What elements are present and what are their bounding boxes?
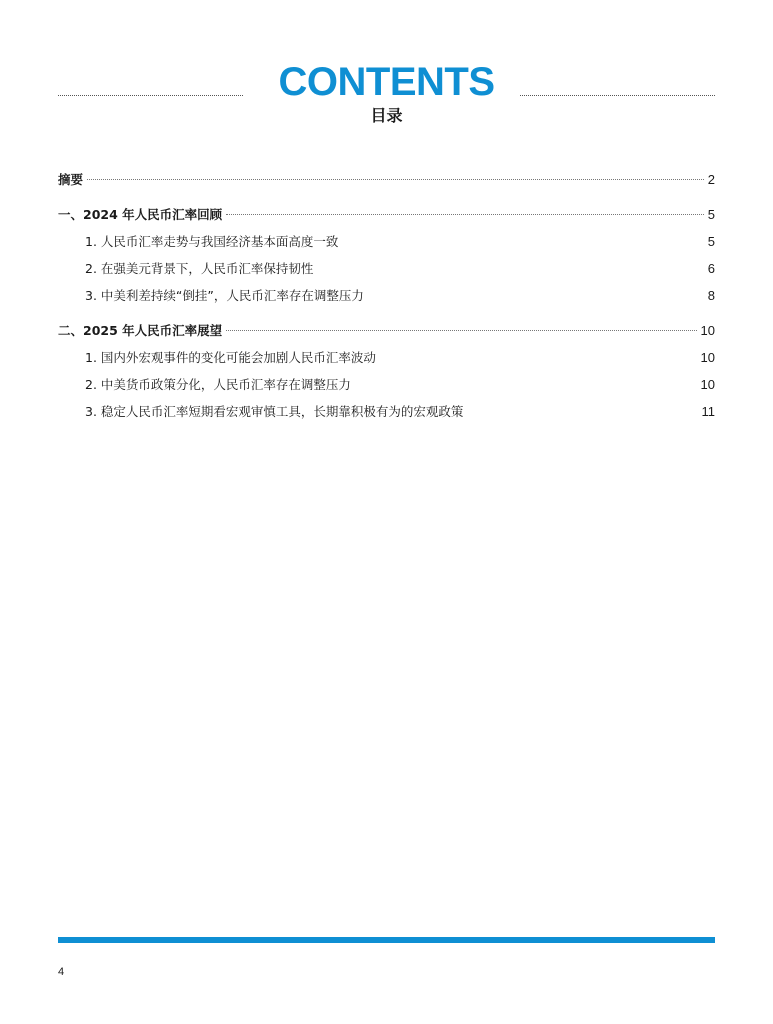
toc-entry-section-2-1[interactable]: [58, 348, 715, 375]
toc-entry-page: 10: [700, 350, 715, 365]
table-of-contents: [58, 170, 715, 429]
footer-accent-bar: [58, 937, 715, 943]
contents-header: [58, 60, 715, 135]
header-dotted-rule-right: [520, 95, 715, 96]
toc-dot-leader: [87, 179, 704, 180]
toc-dot-leader: [226, 330, 696, 331]
toc-entry-label: 3. 稳定人民币汇率短期看宏观审慎工具，长期靠积极有为的宏观政策: [85, 404, 464, 419]
toc-entry-label: 2. 中美货币政策分化，人民币汇率存在调整压力: [85, 377, 351, 392]
toc-entry-label: 1. 国内外宏观事件的变化可能会加剧人民币汇率波动: [85, 350, 376, 365]
toc-entry-section-2-2[interactable]: [58, 375, 715, 402]
toc-entry-label: 2. 在强美元背景下，人民币汇率保持韧性: [85, 261, 314, 276]
toc-entry-page: 2: [707, 172, 715, 187]
toc-entry-section-1-1[interactable]: [58, 232, 715, 259]
toc-entry-label: 3. 中美利差持续“倒挂”，人民币汇率存在调整压力: [85, 288, 364, 303]
toc-entry-page: 5: [707, 207, 715, 222]
toc-entry-section-2-3[interactable]: [58, 402, 715, 429]
toc-entry-label: 1. 人民币汇率走势与我国经济基本面高度一致: [85, 234, 339, 249]
page-title: CONTENTS: [278, 60, 495, 104]
toc-entry-label: 二、2025 年人民币汇率展望: [58, 323, 223, 338]
toc-entry-page: 6: [707, 261, 715, 276]
toc-entry-page: 11: [701, 404, 715, 419]
toc-entry-section-1-2[interactable]: [58, 259, 715, 286]
page-subtitle: 目录: [370, 106, 403, 125]
toc-entry-abstract[interactable]: [58, 170, 715, 197]
toc-entry-section-2[interactable]: [58, 321, 715, 348]
toc-entry-page: 10: [700, 377, 715, 392]
toc-entry-page: 10: [700, 323, 715, 338]
page-number: 4: [58, 966, 65, 978]
toc-entry-label: 摘要: [58, 172, 84, 187]
toc-entry-page: 5: [707, 234, 715, 249]
toc-entry-section-1-3[interactable]: [58, 286, 715, 313]
toc-dot-leader: [226, 214, 704, 215]
toc-entry-page: 8: [707, 288, 715, 303]
toc-entry-section-1[interactable]: [58, 205, 715, 232]
toc-entry-label: 一、2024 年人民币汇率回顾: [58, 207, 223, 222]
